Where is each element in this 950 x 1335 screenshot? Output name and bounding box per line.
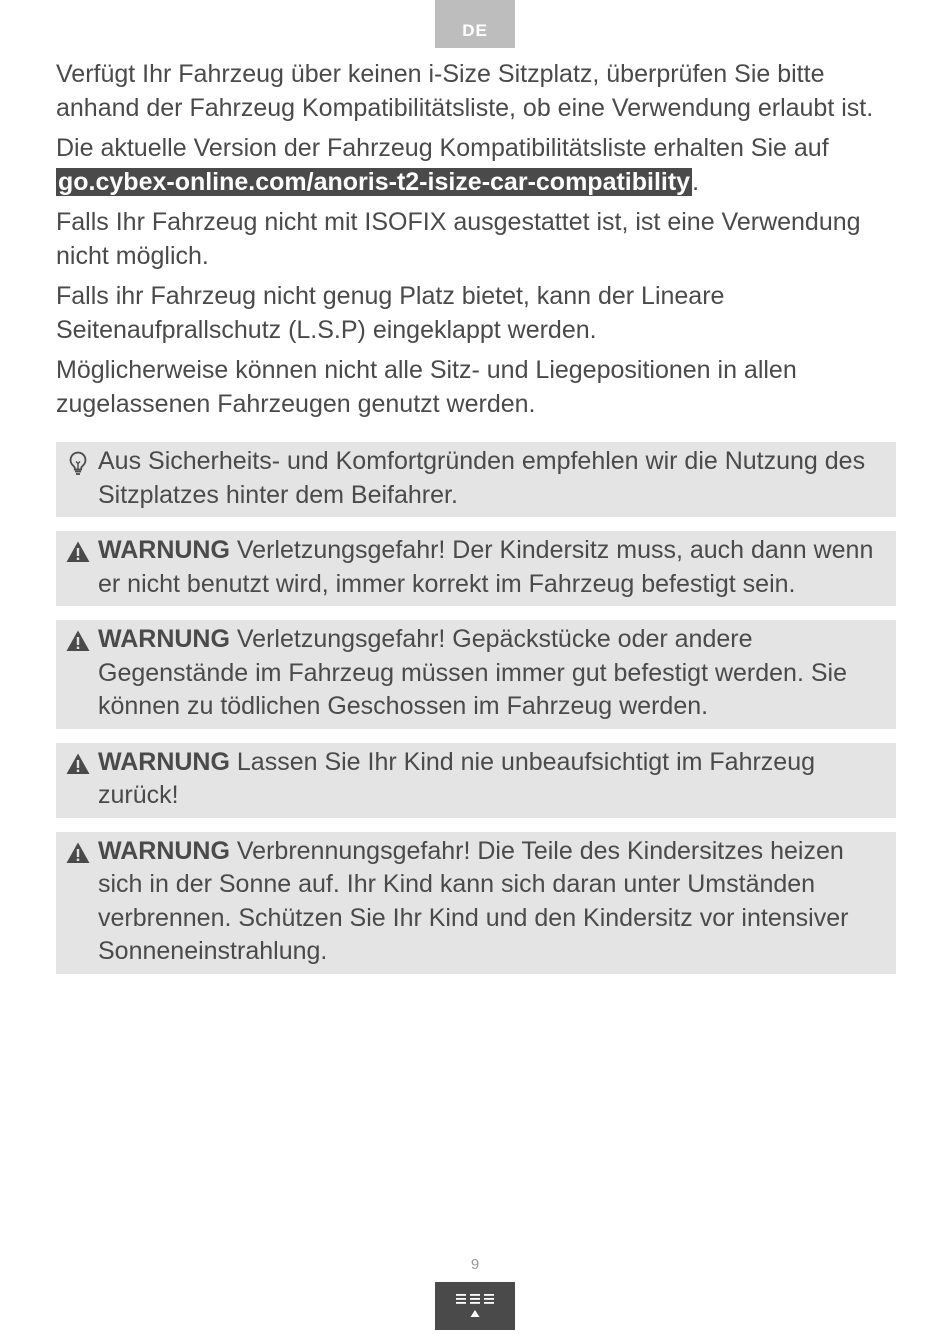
warning-label: WARNUNG — [98, 625, 230, 653]
warning-label: WARNUNG — [98, 536, 230, 564]
warning-label: WARNUNG — [98, 836, 230, 865]
paragraph-isofix: Falls Ihr Fahrzeug nicht mit ISOFIX ausgestattet ist, ist eine Verwendung nicht möglich. — [56, 208, 861, 270]
paragraph-isize-check: Verfügt Ihr Fahrzeug über keinen i-Size Sitzplatz, überprüfen Sie bitte anhand der Fahrzeug Kompatibilitätsliste, ob eine Verwendung erlaubt ist. — [56, 60, 874, 122]
warning-triangle-icon — [65, 539, 91, 565]
compatibility-link[interactable]: go.cybex-online.com/anoris-t2-isize-car-compatibility — [58, 167, 691, 196]
paragraph-positions: Möglicherweise können nicht alle Sitz- und Liegepositionen in allen zugelassenen Fahrzeugen genutzt werden. — [56, 356, 797, 418]
page-number: 9 — [470, 1256, 480, 1273]
tip-box — [56, 442, 896, 517]
table-of-contents-icon — [435, 1282, 515, 1330]
warning-box-seat-secured — [56, 531, 896, 606]
warning-text: Verletzungsgefahr! Der Kindersitz muss, auch dann wenn er nicht benutzt wird, immer korrekt im Fahrzeug befestigt sein. — [98, 536, 874, 598]
page-content — [56, 58, 896, 988]
warning-triangle-icon — [65, 840, 91, 866]
warning-box-luggage — [56, 620, 896, 729]
warning-triangle-icon — [65, 751, 91, 777]
table-of-contents-button[interactable] — [435, 1282, 515, 1330]
language-tab[interactable]: DE — [435, 0, 515, 48]
paragraph-compatibility-prefix: Die aktuelle Version der Fahrzeug Kompatibilitätsliste erhalten Sie auf — [56, 134, 829, 162]
tip-text: Aus Sicherheits- und Komfortgründen empfehlen wir die Nutzung des Sitzplatzes hinter dem Beifahrer. — [98, 447, 866, 509]
warning-text: Verletzungsgefahr! Gepäckstücke oder andere Gegenstände im Fahrzeug müssen immer gut befestigt werden. Sie können zu tödlichen Geschossen im Fahrzeug werden. — [98, 625, 847, 720]
warning-text: Lassen Sie Ihr Kind nie unbeaufsichtigt im Fahrzeug zurück! — [98, 747, 816, 809]
warning-box-burn — [56, 832, 896, 974]
warning-triangle-icon — [65, 628, 91, 654]
paragraph-compatibility-list — [56, 132, 896, 199]
warning-text: Verbrennungsgefahr! Die Teile des Kindersitzes heizen sich in der Sonne auf. Ihr Kind kann sich daran unter Umständen verbrennen. Schützen Sie Ihr Kind und den Kindersitz vor intensiver Sonneneinstrahlung. — [98, 836, 849, 965]
warning-label: WARNUNG — [98, 747, 230, 776]
warning-box-unattended — [56, 743, 896, 818]
paragraph-compatibility-suffix: . — [692, 167, 700, 196]
lightbulb-icon — [65, 450, 91, 476]
paragraph-lsp: Falls ihr Fahrzeug nicht genug Platz bietet, kann der Lineare Seitenaufprallschutz (L.S.P) eingeklappt werden. — [56, 282, 725, 344]
